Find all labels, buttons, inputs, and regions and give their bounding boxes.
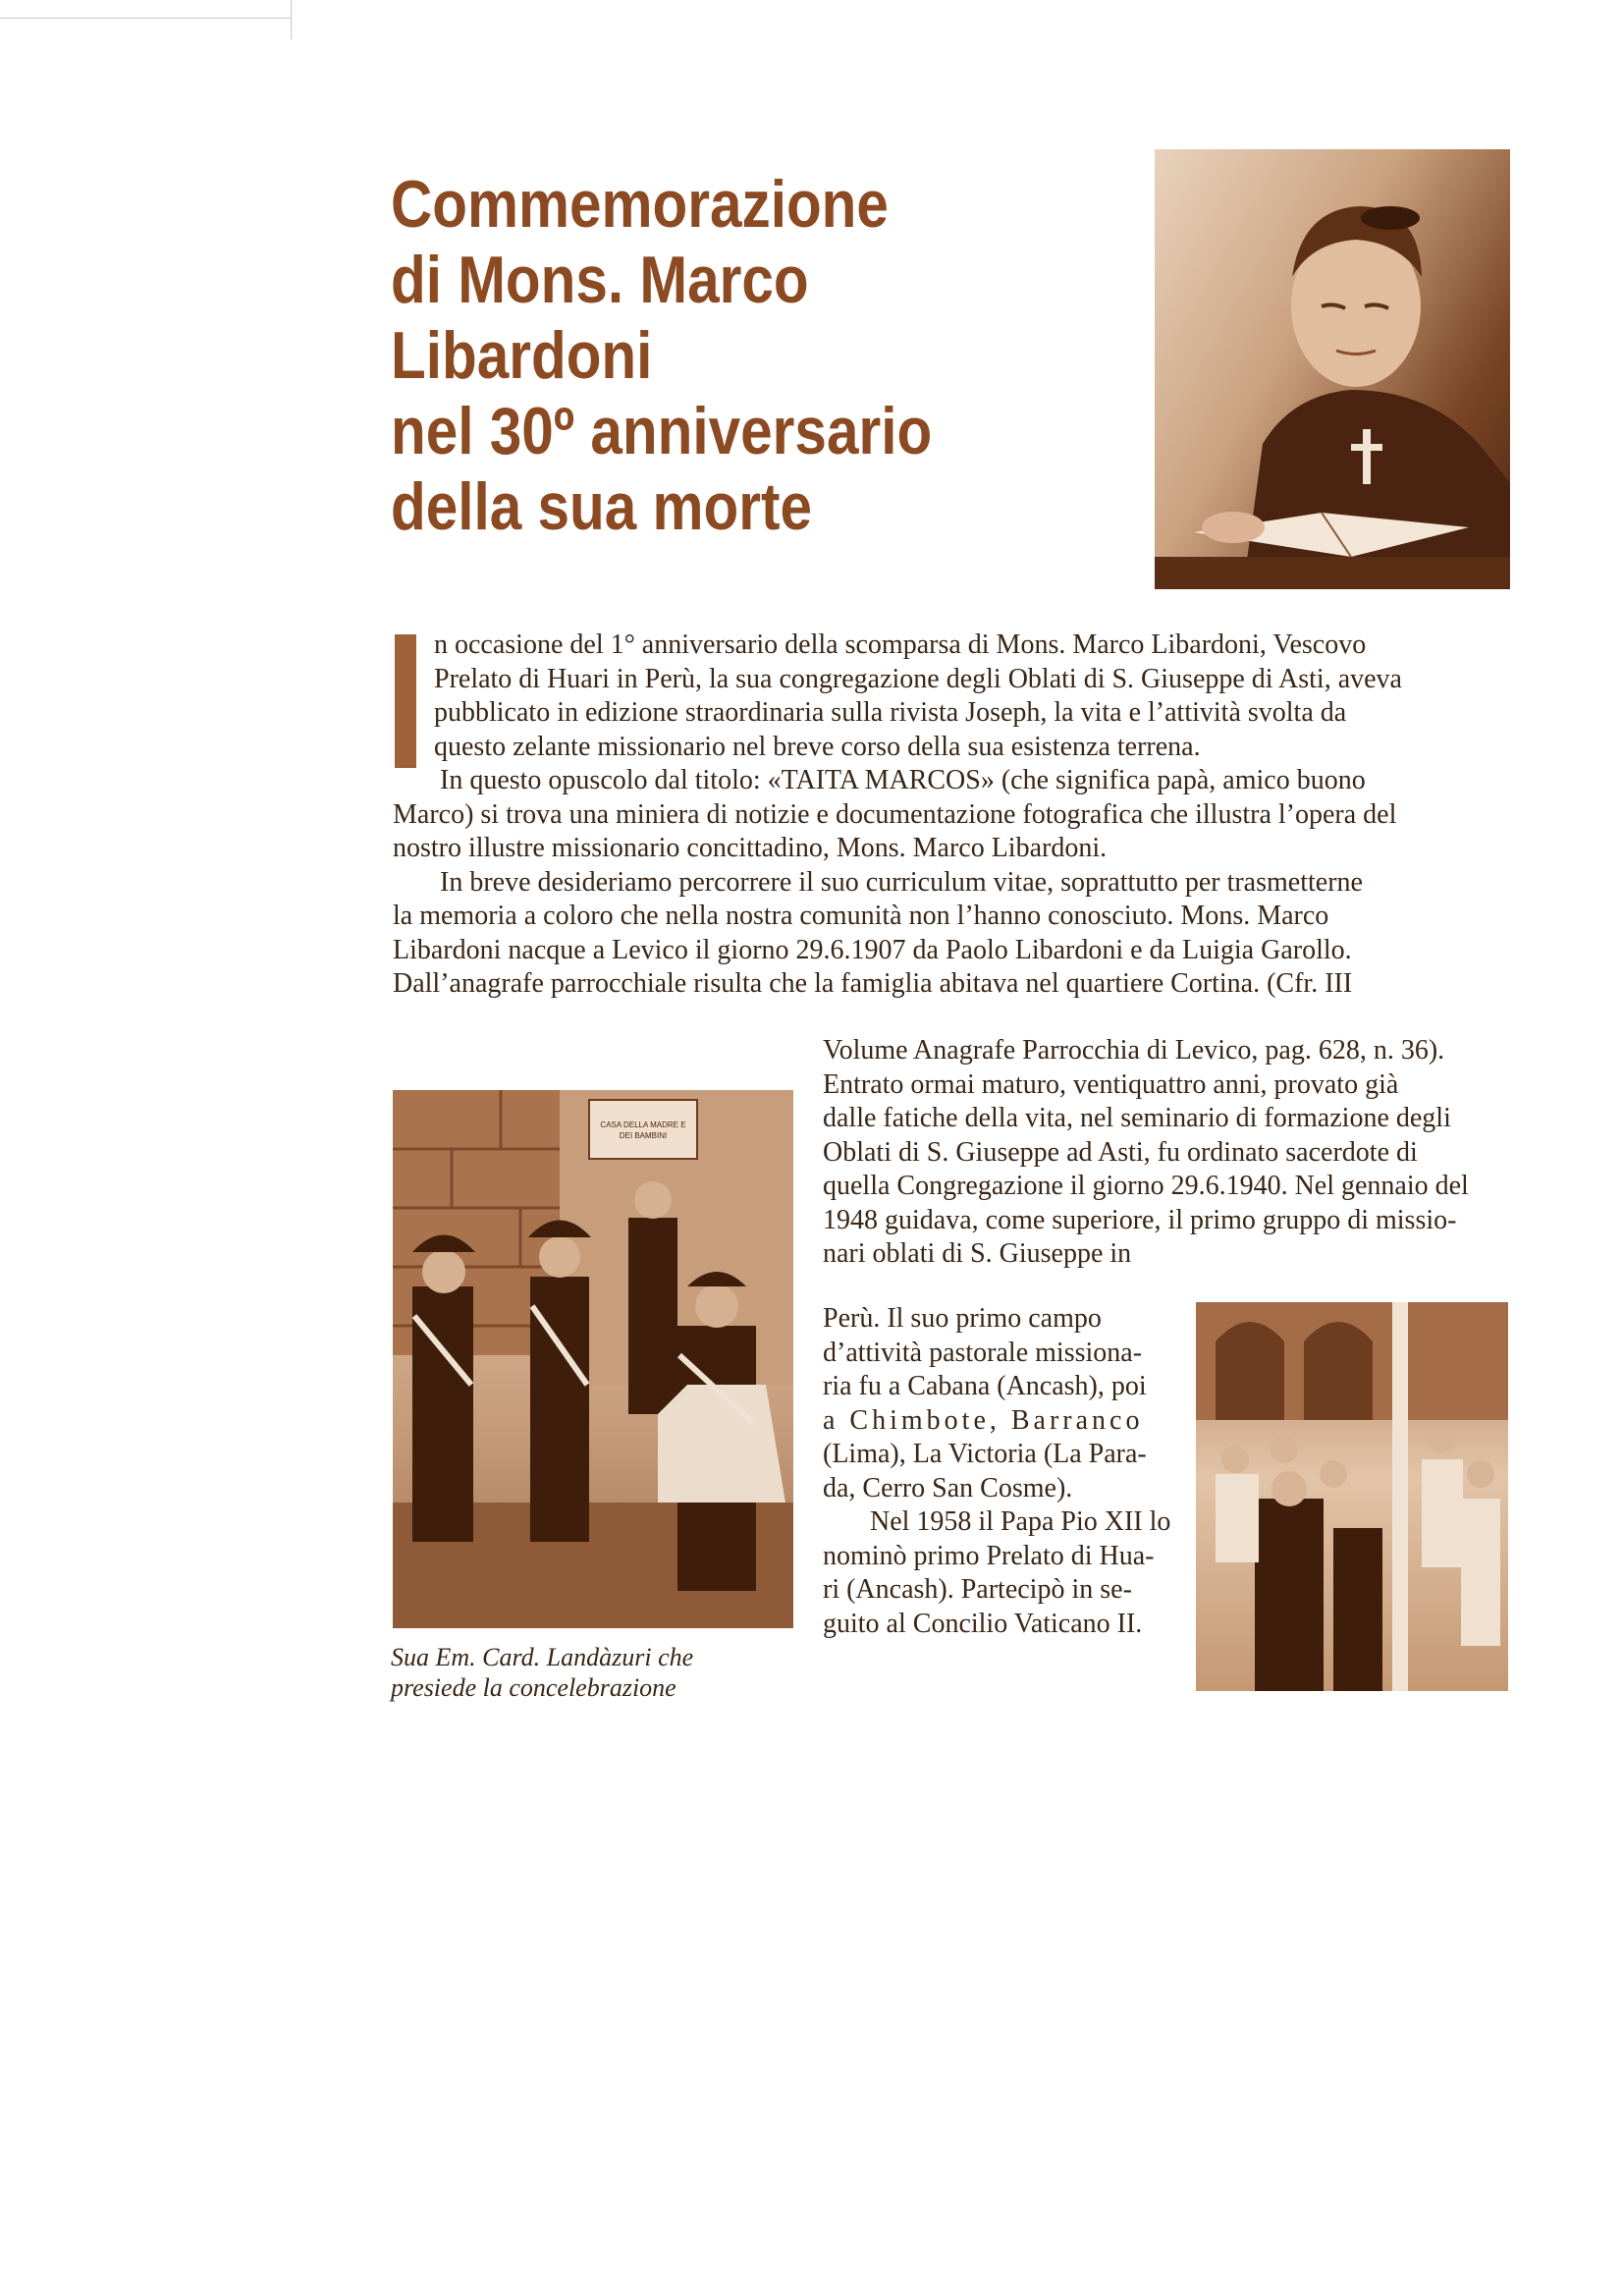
text-line: guito al Concilio Vaticano II.	[823, 1608, 1143, 1639]
text-line: Marco) si trova una miniera di notizie e documentazione fotografica che illustra l’opera del	[393, 798, 1397, 830]
portrait-photo	[1155, 149, 1510, 589]
text-line: Nel 1958 il Papa Pio XII lo	[870, 1506, 1171, 1537]
intro-paragraph	[434, 629, 1514, 764]
text-line: In breve desideriamo percorrere il suo curriculum vitae, soprattutto per trasmetterne	[440, 866, 1363, 898]
text-line: da, Cerro San Cosme).	[823, 1472, 1073, 1503]
procession-photo-left	[393, 1090, 793, 1628]
title-line: della sua morte	[391, 469, 813, 544]
text-line: 1948 guidava, come superiore, il primo gruppo di missio-	[823, 1204, 1457, 1235]
text-line: dalle fatiche della vita, nel seminario di formazione degli	[823, 1103, 1451, 1133]
text-line: Libardoni nacque a Levico il giorno 29.6.1907 da Paolo Libardoni e da Luigia Garollo.	[393, 934, 1352, 965]
text-line: ri (Ancash). Partecipò in se-	[823, 1574, 1132, 1605]
text-line: Dall’anagrafe parrocchiale risulta che la famiglia abitava nel quartiere Cortina. (Cfr. III	[393, 968, 1353, 999]
text-line: a Chimbote, Barranco	[823, 1404, 1144, 1436]
text-line: questo zelante missionario nel breve corso della sua esistenza terrena.	[434, 731, 1201, 762]
text-line: pubblicato in edizione straordinaria sulla rivista Joseph, la vita e l’attività svolta da	[434, 697, 1347, 728]
text-line: la memoria a coloro che nella nostra comunità non l’hanno conosciuto. Mons. Marco	[393, 901, 1329, 931]
drop-cap-bar	[395, 634, 416, 768]
text-line: (Lima), La Victoria (La Para-	[823, 1439, 1147, 1469]
text-line: In questo opuscolo dal titolo: «TAITA MARCOS» (che significa papà, amico buono	[440, 765, 1366, 795]
title-line: di Mons. Marco	[391, 243, 809, 317]
narrow-paragraph	[823, 1302, 1176, 1641]
title-line: Libardoni	[391, 318, 653, 393]
procession-illustration	[1196, 1302, 1508, 1691]
main-paragraphs	[393, 764, 1517, 1002]
portrait-illustration	[1155, 149, 1510, 589]
middle-paragraph	[823, 1034, 1518, 1272]
text-line: Oblati di S. Giuseppe ad Asti, fu ordinato sacerdote di	[823, 1136, 1418, 1168]
text-line: Entrato ormai maturo, ventiquattro anni, provato già	[823, 1068, 1399, 1100]
title-line: Commemorazione	[391, 167, 889, 242]
procession-illustration	[393, 1090, 793, 1628]
text-line: Volume Anagrafe Parrocchia di Levico, pag. 628, n. 36).	[823, 1035, 1445, 1066]
text-line: nominò primo Prelato di Hua-	[823, 1540, 1155, 1571]
caption-line: Sua Em. Card. Landàzuri che	[391, 1643, 694, 1671]
scan-edge-mark	[291, 0, 292, 39]
text-line: ria fu a Cabana (Ancash), poi	[823, 1371, 1147, 1401]
photo-caption	[391, 1642, 764, 1703]
article-title	[391, 167, 982, 545]
text-line: nostro illustre missionario concittadino, Mons. Marco Libardoni.	[393, 833, 1108, 863]
scan-edge-mark	[0, 18, 291, 19]
text-line: n occasione del 1° anniversario della scomparsa di Mons. Marco Libardoni, Vescovo	[434, 629, 1367, 660]
title-line: nel 30º anniversario	[391, 394, 933, 468]
text-line: nari oblati di S. Giuseppe in	[823, 1238, 1132, 1269]
text-line: Perù. Il suo primo campo	[823, 1303, 1102, 1334]
text-line: d’attività pastorale missiona-	[823, 1337, 1143, 1368]
sign-text: CASA DELLA MADRE E DEI BAMBINI	[600, 1121, 686, 1140]
text-line: Prelato di Huari in Perù, la sua congregazione degli Oblati di S. Giuseppe di Asti, aveva	[434, 663, 1402, 694]
procession-photo-right	[1196, 1302, 1508, 1691]
text-line: quella Congregazione il giorno 29.6.1940. Nel gennaio del	[823, 1171, 1469, 1201]
caption-line: presiede la concelebrazione	[391, 1673, 676, 1702]
